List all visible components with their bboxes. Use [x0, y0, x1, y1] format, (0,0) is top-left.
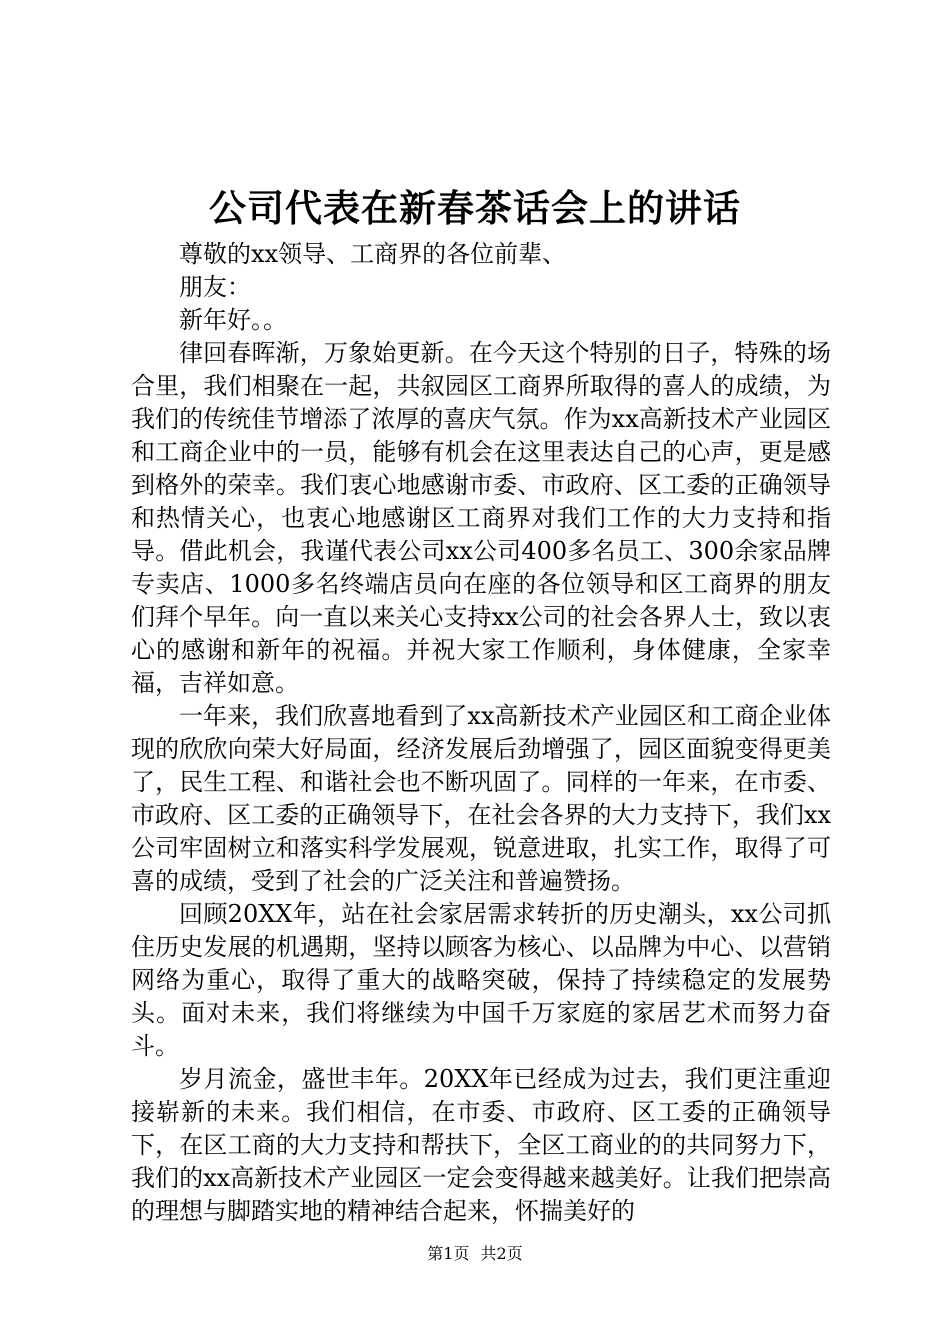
- document-body: [131, 238, 831, 1228]
- greeting-line: 新年好。。: [179, 306, 287, 334]
- salutation-line: 尊敬的xx领导、工商界的各位前辈、: [179, 240, 567, 268]
- page-number-total: 共2页: [480, 1244, 523, 1263]
- document-title: 公司代表在新春茶话会上的讲话: [209, 186, 741, 230]
- page-number-current: 第1页: [427, 1244, 470, 1263]
- paragraph: 律回春晖渐，万象始更新。在今天这个特别的日子，特殊的场合里，我们相聚在一起，共叙园区工商界所取得的喜人的成绩，为我们的传统佳节增添了浓厚的喜庆气氛。作为xx高新技术产业园区和工商企业中的一员，能够有机会在这里表达自己的心声，更是感到格外的荣幸。我们衷心地感谢市委、市政府、区工委的正确领导和热情关心，也衷心地感谢区工商界对我们工作的大力支持和指导。借此机会，我谨代表公司xx公司400多名员工、300余家品牌专卖店、1000多名终端店员向在座的各位领导和区工商界的朋友们拜个早年。向一直以来关心支持xx公司的社会各界人士，致以衷心的感谢和新年的祝福。并祝大家工作顺利，身体健康，全家幸福，吉祥如意。: [131, 339, 831, 697]
- salutation-line-2: 朋友：: [179, 273, 251, 301]
- paragraph: 回顾20XX年，站在社会家居需求转折的历史潮头，xx公司抓住历史发展的机遇期，坚持以顾客为核心、以品牌为中心、以营销网络为重心，取得了重大的战略突破，保持了持续稳定的发展势头。面对未来，我们将继续为中国千万家庭的家居艺术而努力奋斗。: [131, 900, 831, 1060]
- paragraph: 岁月流金，盛世丰年。20XX年已经成为过去，我们更注重迎接崭新的未来。我们相信，在市委、市政府、区工委的正确领导下，在区工商的大力支持和帮扶下，全区工商业的的共同努力下，我们的xx高新技术产业园区一定会变得越来越美好。让我们把崇高的理想与脚踏实地的精神结合起来，怀揣美好的: [131, 1065, 831, 1225]
- page-footer: [0, 1243, 950, 1265]
- paragraph: 一年来，我们欣喜地看到了xx高新技术产业园区和工商企业体现的欣欣向荣大好局面，经济发展后劲增强了，园区面貌变得更美了，民生工程、和谐社会也不断巩固了。同样的一年来，在市委、市政府、区工委的正确领导下，在社会各界的大力支持下，我们xx公司牢固树立和落实科学发展观，锐意进取，扎实工作，取得了可喜的成绩，受到了社会的广泛关注和普遍赞扬。: [131, 702, 831, 895]
